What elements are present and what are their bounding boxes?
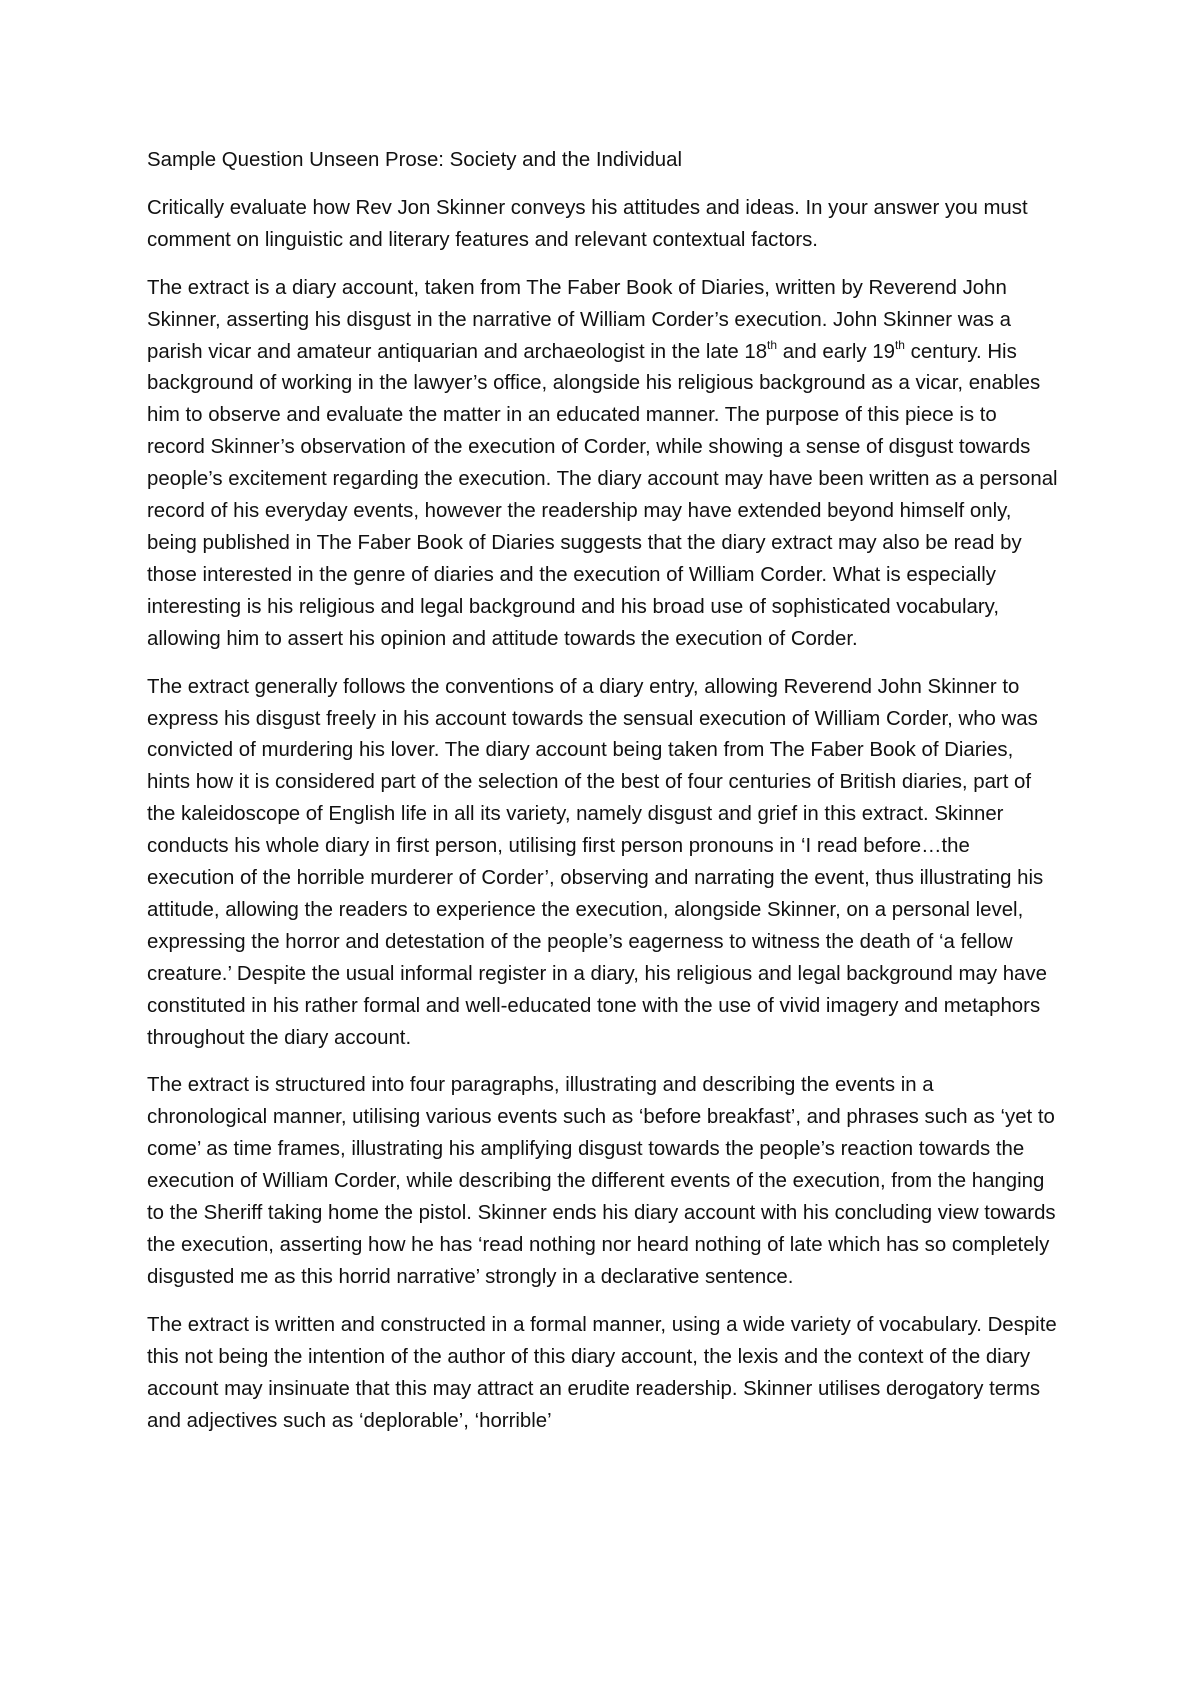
superscript-th: th [894, 337, 905, 352]
paragraph-intro-text: century. His background of working in the lawyer’s office, alongside his religious background as a vicar, enables him to observe and evaluate the matter in an educated manner. The purpose of this piece is to record Skinner’s observation of the execution of Corder, while showing a sense of disgust towards people’s excitement regarding the execution. The diary account may have been written as a personal record of his everyday events, however the readership may have extended beyond himself only, being published in The Faber Book of Diaries suggests that the diary extract may also be read by those interested in the genre of diaries and the execution of William Corder. What is especially interesting is his religious and legal background and his broad use of sophisticated vocabulary, allowing him to assert his opinion and attitude towards the execution of Corder. [147, 340, 1058, 650]
document-heading: Sample Question Unseen Prose: Society and the Individual [147, 149, 683, 171]
superscript-th: th [767, 337, 778, 352]
paragraph-intro-text: The extract is a diary account, taken from The Faber Book of Diaries, written by Reverend John Skinner, asserting his disgust in the narrative of William Corder’s execution. John Skinner was a parish vicar and amateur antiquarian and archaeologist in the late 18 [147, 276, 1011, 363]
paragraph-intro [147, 273, 1059, 656]
paragraph-intro-text: and early 19 [777, 340, 895, 363]
paragraph-structure: The extract is structured into four paragraphs, illustrating and describing the events in a chronological manner, utilising various events such as ‘before breakfast’, and phrases such as ‘yet to come’ as time frames, illustrating his amplifying disgust towards the people’s reaction towards the execution of William Corder, while describing the different events of the execution, from the hanging to the Sheriff taking home the pistol. Skinner ends his diary account with his concluding view towards the execution, asserting how he has ‘read nothing nor heard nothing of late which has so completely disgusted me as this horrid narrative’ strongly in a declarative sentence. [147, 1074, 1056, 1288]
question-text: Critically evaluate how Rev Jon Skinner conveys his attitudes and ideas. In your answer you must comment on linguistic and literary features and relevant contextual factors. [147, 196, 1028, 251]
document-body [147, 145, 1059, 1453]
paragraph-conventions: The extract generally follows the conventions of a diary entry, allowing Reverend John Skinner to express his disgust freely in his account towards the sensual execution of William Corder, who was convicted of murdering his lover. The diary account being taken from The Faber Book of Diaries, hints how it is considered part of the selection of the best of four centuries of British diaries, part of the kaleidoscope of English life in all its variety, namely disgust and grief in this extract. Skinner conducts his whole diary in first person, utilising first person pronouns in ‘I read before…the execution of the horrible murderer of Corder’, observing and narrating the event, thus illustrating his attitude, allowing the readers to experience the execution, alongside Skinner, on a personal level, expressing the horror and detestation of the people’s eagerness to witness the death of ‘a fellow creature.’ Despite the usual informal register in a diary, his religious and legal background may have constituted in his rather formal and well-educated tone with the use of vivid imagery and metaphors throughout the diary account. [147, 675, 1047, 1049]
paragraph-lexis: The extract is written and constructed in a formal manner, using a wide variety of vocabulary. Despite this not being the intention of the author of this diary account, the lexis and the context of the diary account may insinuate that this may attract an erudite readership. Skinner utilises derogatory terms and adjectives such as ‘deplorable’, ‘horrible’ [147, 1313, 1057, 1432]
